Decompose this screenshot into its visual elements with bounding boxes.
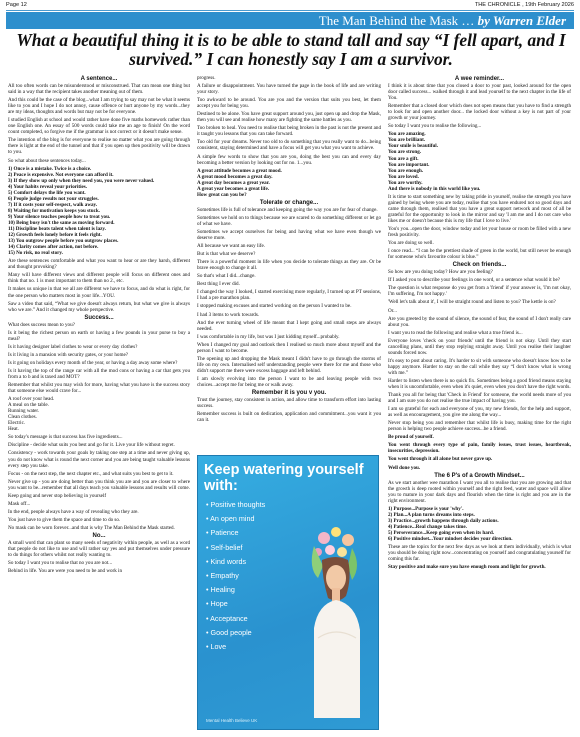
paragraph: The opening up and dropping the Mask meant I didn't have to go through the storms of life on my own. Internalised self understanding people were there for me and those who didn't support me there were excess baggage and left behind. — [197, 355, 381, 374]
subheading: A wee reminder... — [454, 76, 505, 82]
list-item: 6) Positive mindset...Your mindset decides your direction. — [388, 536, 513, 542]
article-column-3 — [388, 75, 571, 572]
paragraph: Trust the journey, stay consistent in action, and allow time to transform effort into lasting success. — [197, 397, 381, 410]
paragraph: But is that what we deserve? — [197, 251, 256, 258]
paragraph: These are the topics for the next few days as we look at them individually, which is what you should be doing right now...concentrating on yourself and congratulating yourself for coming this far. — [388, 544, 571, 563]
affirmation-list — [388, 131, 571, 191]
list-item: Heat. — [8, 426, 19, 433]
paragraph: Are you greeted by the sound of silence, the sound of fear, the sound of I don't really care about you. — [388, 315, 571, 328]
paragraph: A small word that can plant so many seeds of negativity within people, as well as a word that people do not like to use and will rather say yes and put themselves under pressure to do things for others whilst not really wanting to. — [8, 540, 190, 559]
list-item: How great can you be? — [197, 191, 247, 198]
paragraph: Is it being the richest person on earth or having a few pounds in your purse to buy a meal? — [8, 329, 190, 342]
paragraph: You's you...open the door, window today and let your house or room be filled with a new fresh positivity. — [388, 226, 571, 239]
list-item: Your smile is beautiful. — [388, 143, 438, 150]
list-item: Clean clothes. — [8, 414, 37, 421]
list-item: A great attitude becomes a great mood. — [197, 167, 282, 174]
list-item: 15) No risk, no real story. — [8, 250, 63, 257]
list-item: 6) People judge results not your struggles. — [8, 195, 99, 202]
list-item: You are a gift. — [388, 155, 419, 162]
subheading: Tolerate or change... — [259, 199, 319, 206]
paragraph: Many will have different views and different people will focus on different ones and think that no. 1 is most important to them than no 2., etc. — [8, 272, 190, 285]
list-item: You are loved. — [388, 173, 419, 180]
paragraph: All too often words can be misunderstood or misconstrued. That can mean one thing but said in a way that the recipient takes another meaning out of them. — [8, 83, 190, 96]
list-item: A meal on the table. — [8, 402, 49, 409]
list-item: 4) Your habits reveal your priorities. — [8, 183, 88, 190]
list-item: 12) Growth feels lonely before it feels right. — [8, 232, 102, 239]
paragraph: Sometimes we accept ourselves for being and having what we have even though we deserve more. — [197, 228, 381, 242]
list-item: 4) Patience...Real change takes time. — [388, 523, 467, 530]
paragraph: So what about these sentences today... — [8, 157, 86, 164]
paragraph: progress. — [197, 75, 216, 81]
list-item: 9) Your silence teaches people how to treat you. — [8, 213, 111, 220]
paragraph: And the ever turning wheel of life meant that I kept going and small steps are always needed. — [197, 319, 381, 332]
paragraph: You are doing so well. — [388, 240, 434, 247]
paragraph: It is time to start something new by taking pride in yourself, realise the strength you have gained by being where you are today, realise that you have endured not so good days and came through them, realised that you have a great support network and most of all be grateful for the opportunity to look in the mirror and say 'I am me and I do not care who likes me or doesn't because this is my life that I love to live.' — [388, 193, 571, 224]
subheading: The 6 P's of a Growth Mindset... — [434, 472, 525, 479]
paragraph: There is a powerful moment in life when you decide to tolerate things as they are. Or be brave enough to change it all. — [197, 259, 381, 272]
paragraph: Too broken to heal. You need to realise that being broken in the past is not the present and it taught you lessons that you can take forward. — [197, 125, 381, 138]
poster-item: • Love — [206, 640, 265, 654]
subheading: No... — [92, 533, 106, 539]
list-item: 5) Comfort delays the life you want. — [8, 189, 86, 196]
poster-item: • Self-belief — [206, 541, 265, 555]
poster-item: • Patience — [206, 526, 265, 540]
list-item: A roof over your head. — [8, 396, 55, 403]
paragraph: Is it living in a mansion with security gates, or your home? — [8, 351, 128, 358]
paragraph: Never give up - you are doing better than you think you are and you are closer to where you want to be...remember that all days teach you valuable lessons and results will come. — [8, 478, 190, 491]
paragraph: So today I want you to realise that no you are not... — [8, 560, 113, 567]
paragraph: Too old for your dreams. Never too old to do something that you really want to do...being consistent, staying determined and have a focus will get you what you want to achieve. — [197, 139, 381, 152]
paragraph: When I changed my goal and outlook then I realised so much more about myself and the person I want to become. — [197, 341, 381, 354]
paragraph: So that's what I did...change. — [197, 273, 256, 280]
paragraph: In the end, people always have a way of revealing who they are. — [8, 508, 139, 515]
paragraph: A failure or disappointment. You have turned the page in the book of life and are writing your story. — [197, 83, 381, 96]
poster-list — [206, 498, 265, 654]
list-item: 2) Plan...A plan turns dreams into steps. — [388, 511, 475, 518]
paragraph: So today's message is that success has five ingredients... — [8, 434, 123, 441]
keep-watering-poster — [197, 455, 379, 730]
paragraph: And this could be the case of the blog...what I am trying to say may not be what it seems like to you and I hope I do not annoy, cause offence or hurt anyone by my words...they are my ideas, thoughts and words but may not be for everyone. — [8, 97, 190, 116]
poster-item: • An open mind — [206, 512, 265, 526]
paragraph: You just have to give them the space and time to do so. — [8, 516, 121, 523]
paragraph: I think it is about time that you closed a door to your past, looked around for the open door called success... walked through it and lead yourself to the next chapter in the life of You. — [388, 83, 571, 102]
paragraph: Saw a video that said, “What we give doesn't always return, but what we give is always who we are.” And it changed my whole perspective. — [8, 300, 190, 313]
list-item: You are brilliant. — [388, 137, 426, 144]
great-list — [197, 168, 381, 198]
list-item: You are strong. — [388, 149, 422, 156]
paragraph: I stopped making excuses and started working on the person I wanted to be. — [197, 303, 352, 310]
poster-item: • Kind words — [206, 555, 265, 569]
subheading: Check on friends... — [452, 262, 507, 269]
paragraph: A simple few words to show that you are you, doing the best you can and every day becoming a better version by looking out for no. 1...you. — [197, 153, 381, 166]
subheading: Success... — [84, 314, 114, 321]
list-item: You are worthy. — [388, 179, 423, 186]
paragraph: 'Well let's talk about it', I will be straight round and listen to you? The kettle is on? — [388, 299, 556, 306]
paragraph: I once read... “I can be the prettiest shade of green in the world, but still never be enough for someone who's favourite colour is blue.” — [388, 248, 571, 261]
paragraph: I am slowly evolving into the person I want to be and leaving people with two choices...accept me for being me or walk away. — [197, 375, 381, 388]
paragraph: So today I want you to realise the following... — [388, 123, 482, 130]
list-item: 3) If they show up only when they need you, you were never valued. — [8, 177, 155, 184]
paragraph: Keep going and never stop believing in yourself — [8, 492, 107, 499]
paragraph: Stay positive and make sure you have enough room and light for growth. — [388, 564, 546, 571]
paragraph: Well done you. — [388, 464, 421, 471]
paragraph: If I asked you to describe your feelings in one word, or a sentence what would it be? — [388, 277, 561, 284]
paragraph: Everyone loves 'check on your friends' until the friend is not okay. Until they start cancelling plans, until they stop replying straight away. Until you realise their laughter sounds forced now. — [388, 337, 571, 356]
paragraph: The question is what response do you get from a 'friend' if your answer is, 'I'm not okay, I'm suffering, I'm not happy.' — [388, 285, 571, 298]
paragraph: Is it having the top of the range car with all the mod cons or having a car that gets you from a to b and is taxed and MOT? — [8, 367, 190, 380]
paragraph: Is it going on holidays every month of the year, or having a day away some where? — [8, 359, 178, 366]
poster-item: • Hope — [206, 597, 265, 611]
list-item: A great year becomes a great life. — [197, 185, 269, 192]
paragraph: Too awkward to be around. You are you and the version that suits you best, let them accept you for being you. — [197, 97, 381, 110]
article-column-2 — [197, 75, 381, 425]
list-item: And there is nobody in this world like you. — [388, 185, 481, 192]
woman-flower-illustration — [278, 508, 378, 718]
paragraph: Remember that a closed door which does not open means that you have to find a strength to look for and open another door... the locked door without a key is not part of your growth or your journey. — [388, 103, 571, 122]
paragraph: So how are you doing today? How are you feeling? — [388, 269, 493, 276]
article-column-1 — [8, 75, 190, 576]
paragraph: Or... — [388, 307, 397, 314]
paragraph: Thank you all for being that 'Check in Friend' for someone, the world needs more of you and I am sure you do not realise the true impact of having you. — [388, 392, 571, 405]
paragraph: You went through it all alone but never gave up. — [388, 456, 493, 463]
list-item: 1) Once is a mistake. Twice is a choice. — [8, 165, 92, 172]
poster-item: • Positive thoughts — [206, 498, 265, 512]
list-item: You are amazing. — [388, 131, 426, 138]
essentials-list — [8, 396, 190, 432]
paragraph: Best thing I ever did. — [197, 281, 240, 288]
list-item: 1) Purpose...Purpose is your 'why'. — [388, 505, 464, 512]
paragraph: It's easy to post about caring. It's harder to sit with someone who doesn't know how to be happy anymore. Harder to stay on the call while they say “I don't know what is wrong with me.” — [388, 357, 571, 376]
subheading: Remember it is you v you. — [251, 390, 327, 397]
list-item: A great mood becomes a great day. — [197, 173, 273, 180]
page-header — [6, 1, 574, 11]
list-item: 5) Perseverance...Keep going even when its hard. — [388, 529, 495, 536]
paragraph: You went through every type of pain, family issues, trust issues, heartbreak, insecurities, depression. — [388, 442, 571, 455]
paragraph: Are these sentences comfortable and what you want to hear or are they harsh, different and thought provoking? — [8, 258, 190, 271]
paragraph: I changed the way I looked, I started exercising more regularly, I turned up at PT sessions, I had a pre marathon plan. — [197, 289, 381, 302]
paragraph: All because we want an easy life. — [197, 243, 266, 250]
list-item: You are enough. — [388, 167, 424, 174]
paragraph: As we start another wee marathon I want you all to realise that you are growing and that the growth is deep rooted within yourself and the right feed, water and space will allow you to mature in your dark days and flourish when the time is right and you are in the right environment. — [388, 479, 571, 504]
headline: What a beautiful thing it is to be able to stand tall and say “I fell apart, and I survived.” I can honestly say I am a survivor. — [16, 30, 566, 69]
paragraph: I was comfortable in my life, but was I just kidding myself...probably. — [197, 333, 340, 340]
paragraph: I had 3 items to work towards. — [197, 311, 260, 318]
list-item: 13) You outgrow people before you outgrow places. — [8, 238, 119, 245]
poster-credit: Mental Health Believe UK — [206, 718, 258, 723]
list-item: 8) Waiting for motivation keeps you stuck. — [8, 207, 100, 214]
list-item: Running water. — [8, 408, 40, 415]
paragraph: Mask off... — [8, 500, 31, 507]
list-item: A great day becomes a great year. — [197, 179, 270, 186]
list-item: 7) If it costs your self-respect, walk away. — [8, 201, 98, 208]
poster-title: Keep watering yourself with: — [204, 462, 364, 494]
paragraph: Behind in life. You are were you need to be and work in — [8, 568, 123, 575]
growth-mindset-list — [388, 506, 571, 542]
paragraph: What does success mean to you? — [8, 321, 75, 328]
paragraph: I am so grateful for each and everyone of you, my new friends, for the help and support, as well as encouragement, you give me along the way... — [388, 406, 571, 419]
byline: by Warren Elder — [477, 13, 566, 28]
paragraph: Discipline - decide what suits you best and go for it. Live your life without regret. — [8, 442, 175, 449]
paragraph: Destined to be alone. You have great support around you, just open up and drop the Mask, then you will see and realise how many are fighting the same battles as you. — [197, 111, 381, 124]
paragraph: Remember success is built on dedication, application and commitment...you want it you can it. — [197, 411, 381, 424]
list-item: 10) Being busy isn't the same as moving forward. — [8, 219, 115, 226]
paragraph: Focus - on the next step, the next chapter etc., and what suits you best to get to it. — [8, 470, 174, 477]
paragraph: No mask can be worn forever...and that is why The Man Behind the Mask started. — [8, 524, 175, 531]
paragraph: Harder to listen when there is no quick fix. Sometimes being a good friend means staying when it is uncomfortable, even when it's quiet, even when you don't have the right words. — [388, 377, 571, 391]
list-item: 14) Clarity comes after action, not before. — [8, 244, 99, 251]
column-banner — [6, 12, 574, 29]
page-number: Page 12 — [6, 2, 27, 8]
list-item: Electric. — [8, 420, 26, 427]
paragraph: Consistency - work towards your goals by taking one step at a time and never giving up, you do not know what is round the next corner and you are being taught valuable lessons every step you take. — [8, 450, 190, 469]
paragraph: It makes us unique in that we all are different we have to focus, and do what is right, for the one person who matters most in your life...YOU. — [8, 286, 190, 299]
subheading: A sentence... — [80, 76, 118, 82]
paragraph: I studied English at school and would rather have done five maths homework rather than one English one. An essay of 500 words could take me an age to finish! On the word count completed, so forgive me if the grammar is not correct or it doesn't make sense. — [8, 117, 190, 136]
paragraph: Sometimes we hold on to things because we are scared to do something different or let go of what we have. — [197, 214, 381, 227]
column-title: The Man Behind the Mask … — [318, 13, 475, 28]
sentence-list — [8, 166, 190, 257]
publication-date: THE CHRONICLE , 19th February 2026 — [474, 2, 574, 8]
list-item: You are important. — [388, 161, 430, 168]
list-item: 2) Peace is expensive. Not everyone can afford it. — [8, 171, 114, 178]
paragraph: I want you to read the following and realise what a true friend is... — [388, 329, 523, 336]
list-item: 3) Practice...growth happens through daily actions. — [388, 517, 499, 524]
paragraph: Be proud of yourself. — [388, 434, 434, 441]
poster-item: • Healing — [206, 583, 265, 597]
paragraph: Never stop being you and remember that whilst life is busy, making time for the right person is helping two people achieve success...be a friend. — [388, 420, 571, 433]
paragraph: The intention of the blog is for everyone to realise no matter what you are going through there is light at the end of the tunnel and that if you open up then positivity will be drawn to you. — [8, 137, 190, 156]
paragraph: Sometimes life is full of tolerance and keeping going the way you are for fear of change. — [197, 206, 378, 213]
paragraph: Is it having designer label clothes to wear or every day clothes? — [8, 343, 138, 350]
poster-item: • Good people — [206, 626, 265, 640]
poster-item: • Empathy — [206, 569, 265, 583]
poster-item: • Acceptance — [206, 612, 265, 626]
list-item: 11) Discipline beats talent when talent is lazy. — [8, 226, 106, 233]
paragraph: Remember that whilst you may wish for more, having what you have is the success story that someone else would crave for... — [8, 382, 190, 395]
